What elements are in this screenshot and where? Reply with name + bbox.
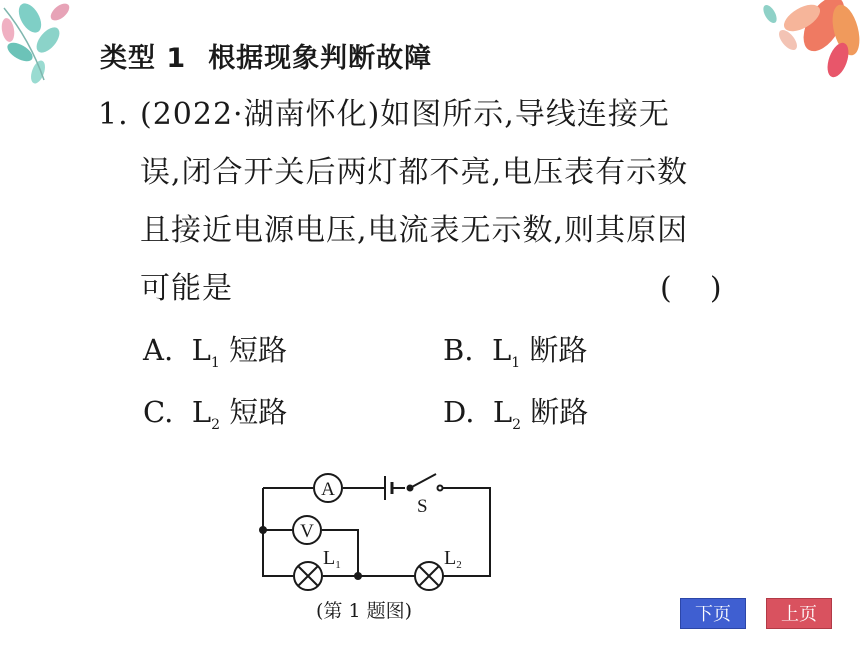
section-title-text: 根据现象判断故障 [208,43,433,74]
option-a-text: 短路 [229,333,288,367]
switch-contact [438,486,443,491]
ammeter-label: A [321,479,335,500]
switch-blade [410,474,436,488]
option-c-text: 短路 [229,395,288,429]
option-c-lamp-sub: 2 [211,416,220,433]
option-c [143,392,287,445]
option-b [443,330,587,383]
junction-mid [354,572,362,580]
lamp2-label: L [444,547,457,569]
lamp2-label-sub: 2 [456,559,462,571]
wire-left [263,488,293,576]
option-d-lamp: L [492,395,513,429]
section-type-label: 类型 1 [100,43,187,74]
prev-page-button[interactable]: 上页 [766,598,832,629]
option-d-lamp-sub: 2 [512,416,522,433]
question-line-2: 误,闭合开关后两灯都不亮,电压表有示数 [140,155,689,190]
leaf-decoration-top-right [720,0,860,85]
leaf-decoration-top-left [0,0,110,95]
option-d [443,392,588,445]
next-page-button[interactable]: 下页 [680,598,746,629]
svg-text:L1 [323,547,341,571]
junction-left [259,526,267,534]
option-a-letter: A. [143,333,174,367]
switch-label: S [417,496,428,517]
lamp1-label-sub: 1 [335,559,341,571]
option-c-lamp: L [191,395,212,429]
option-a-lamp: L [191,333,211,367]
option-b-lamp: L [491,333,512,367]
question-line-1: (2022·湖南怀化)如图所示,导线连接无 [140,97,670,132]
option-b-lamp-sub: 1 [511,354,521,371]
question-line-3: 且接近电源电压,电流表无示数,则其原因 [140,213,689,248]
option-d-letter: D. [443,395,475,429]
figure-caption: (第 1 题图) [316,600,412,622]
question-number: 1. [98,97,129,132]
circuit-diagram [250,468,510,593]
option-b-text: 断路 [529,333,588,367]
option-b-letter: B. [443,333,474,367]
option-a-lamp-sub: 1 [210,354,220,371]
option-c-letter: C. [143,395,174,429]
option-a [143,330,287,383]
svg-text:L2 [444,547,462,571]
lamp1-label: L [323,547,336,569]
option-d-text: 断路 [530,395,589,429]
answer-blank: ( ) [660,271,722,306]
section-title [100,36,432,75]
voltmeter-label: V [300,521,314,542]
question-line-4: 可能是 [140,271,233,306]
